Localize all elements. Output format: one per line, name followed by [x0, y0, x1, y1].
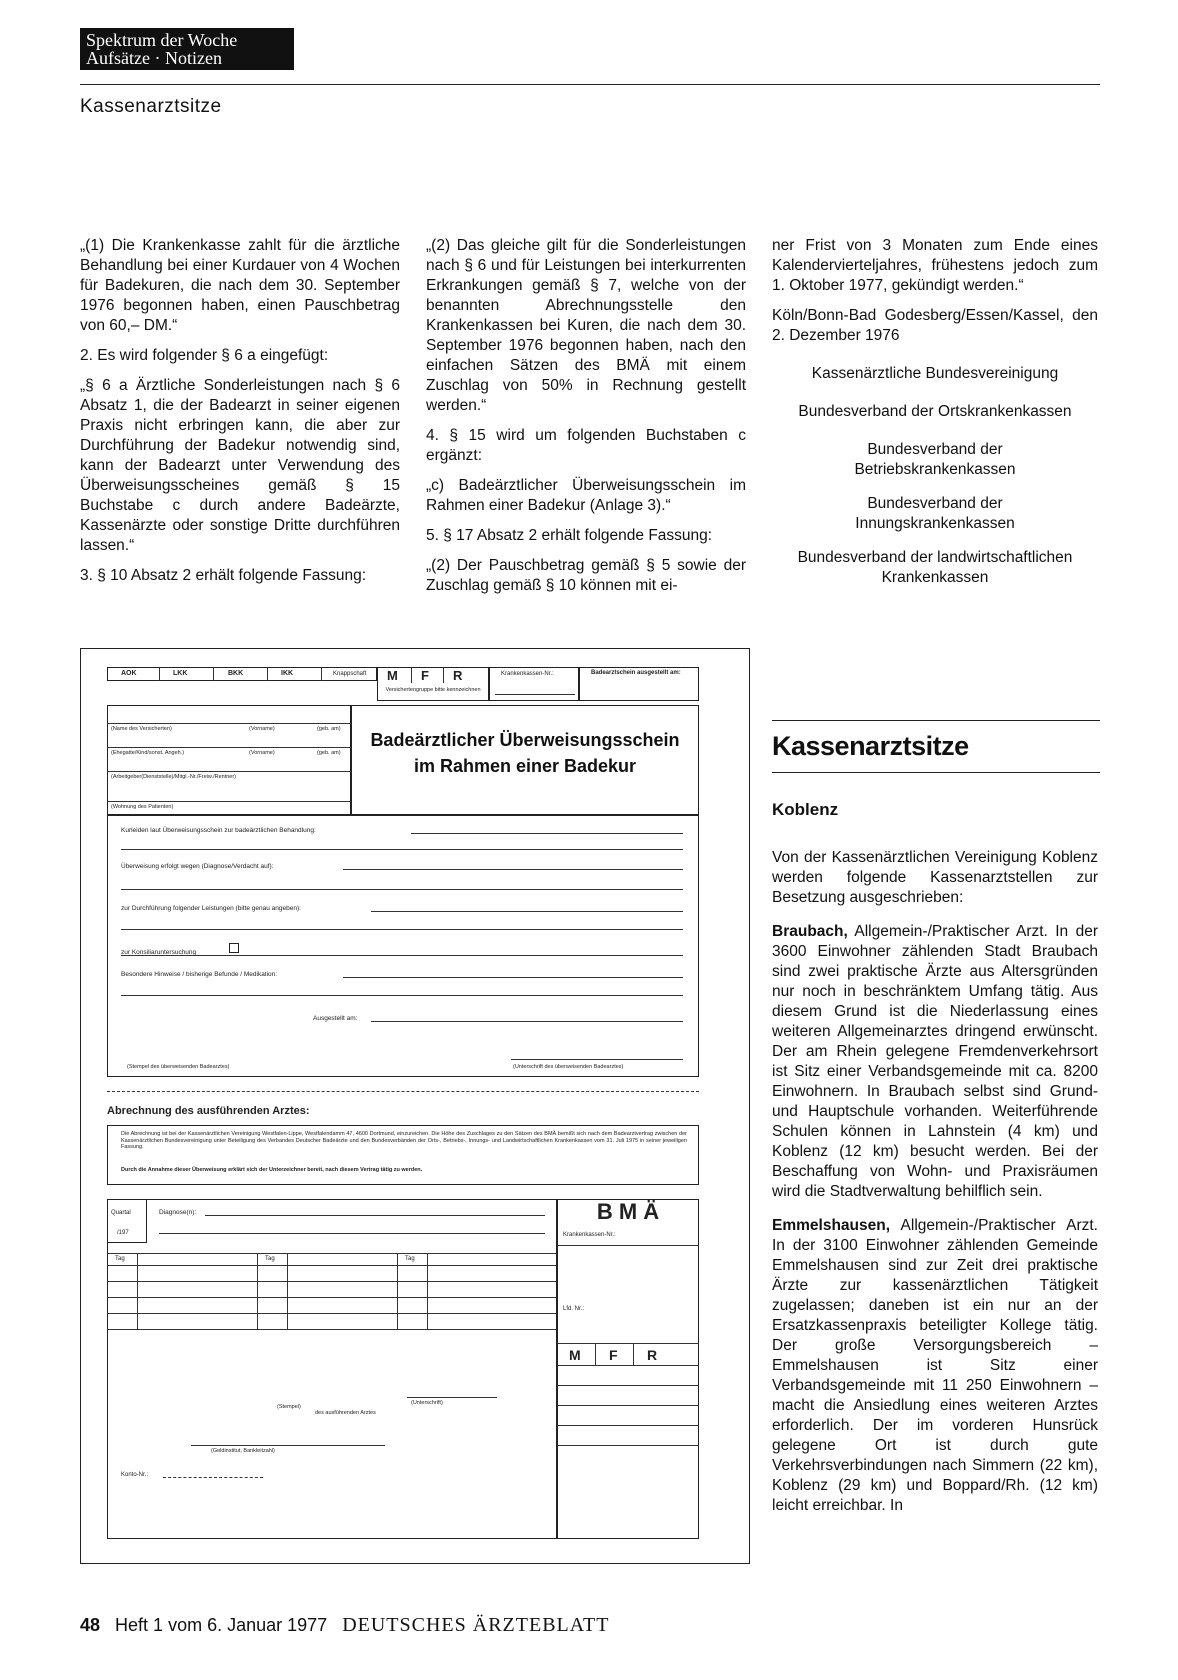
paragraph: „(1) Die Krankenkasse zahlt für die ärztliche Behandlung bei einer Kurdauer von 4 Wochen für Badekuren, die nach dem 30. September 1976 begonnen haben, einen Pauschbetrag von 60,– DM.“ — [80, 237, 400, 334]
bma-label: B M Ä — [596, 1199, 660, 1224]
mfr-f: F — [421, 668, 429, 683]
versichertengruppe-note: Versichertengruppe bitte kennzeichnen — [385, 687, 481, 693]
braubach-lead: Braubach, — [772, 923, 848, 940]
geb-label: (geb. am) — [317, 726, 341, 732]
cut-line — [107, 1091, 699, 1092]
mfr-r-2: R — [647, 1347, 658, 1363]
paragraph: 4. § 15 wird um folgenden Buchstaben c ergänzt: — [426, 427, 746, 464]
unterschrift2-label: (Unterschrift) — [411, 1400, 443, 1406]
jahr-label: /197 — [117, 1230, 129, 1236]
kasse-bkk: BKK — [228, 670, 244, 677]
vorname-label: (Vorname) — [249, 726, 275, 732]
section-title: Kassenarztsitze — [80, 96, 222, 117]
ueberweisung-label: Überweisung erfolgt wegen (Diagnose/Verdacht auf): — [121, 863, 274, 870]
page-footer — [80, 1614, 609, 1637]
rubric-line-2: Aufsätze · Notizen — [86, 48, 222, 68]
name-label: (Name des Versicherten) — [111, 726, 172, 732]
magazine-name: DEUTSCHES ÄRZTEBLATT — [342, 1614, 610, 1636]
paragraph: „(2) Das gleiche gilt für die Sonderleistungen nach § 6 und für Leistungen bei interkurrenten Erkrankungen gemäß § 7, welche von der benannten Abrechnungsstelle den Krankenkassen bei Kuren, die nach dem 30. September 1976 begonnen haben, nach den einfachen Sätzen des BMÄ mit einem Zuschlag von 50% in Rechnung gestellt werden.“ — [426, 237, 746, 414]
emmelshausen-paragraph — [772, 1216, 1098, 1516]
paragraph: „(2) Der Pauschbetrag gemäß § 5 sowie der Zuschlag gemäß § 10 können mit ei- — [426, 557, 746, 594]
text-column-2 — [426, 236, 746, 606]
hinweise-label: Besondere Hinweise / bisherige Befunde / Medikation: — [121, 971, 278, 978]
tag-label: Tag — [115, 1256, 125, 1262]
diagnose-label: Diagnose(n): — [159, 1209, 197, 1216]
wohnung-label: (Wohnung des Patienten) — [111, 804, 174, 810]
kasse-ikk: IKK — [281, 670, 294, 677]
abrechnung-title: Abrechnung des ausführenden Arztes: — [107, 1105, 310, 1117]
paragraph: ner Frist von 3 Monaten zum Ende eines Kalendervierteljahres, frühestens jedoch zum 1. Oktober 1977, gekündigt werden.“ — [772, 237, 1098, 294]
signer: Kassenärztliche Bundesvereinigung — [811, 365, 1059, 382]
braubach-paragraph — [772, 922, 1098, 1202]
paragraph: 3. § 10 Absatz 2 erhält folgende Fassung: — [80, 567, 367, 584]
form-title-2: im Rahmen einer Badekur — [413, 756, 637, 776]
signer: Bundesverband der Innungskrankenkassen — [855, 495, 1015, 532]
signer: Bundesverband der landwirtschaftlichen Krankenkassen — [797, 549, 1073, 586]
mfr-r: R — [453, 668, 463, 683]
billing-block — [107, 1199, 557, 1539]
article-body — [772, 848, 1098, 1526]
arbeitgeber-label: (Arbeitgeber(Dienststelle)/Mitgl.-Nr./Freiw./Rentner) — [111, 774, 237, 780]
kasse-knappschaft: Knappschaft — [333, 671, 367, 677]
mfr-f-2: F — [609, 1347, 618, 1363]
geldinstitut-label: (Geldinstitut, Bankleitzahl) — [211, 1448, 275, 1454]
paragraph: „c) Badeärztlicher Überweisungsschein im Rahmen einer Badekur (Anlage 3).“ — [426, 477, 746, 514]
konsiliar-label: zur Konsiliaruntersuchung — [121, 949, 197, 956]
header-divider — [80, 84, 1100, 85]
patient-block — [107, 705, 351, 815]
mfr-m-2: M — [569, 1347, 581, 1363]
braubach-text: Allgemein-/Praktischer Arzt. In der 3600 Einwohner zählenden Stadt Braubach sind zwei praktische Ärzte aus Altersgründen nur noch in beschränktem Umfang tätig. Aus diesem Grund ist die Niederlassung eines weiteren Allgemeinarztes dringend erwünscht. Der am Rhein gelegene Fremdenverkehrsort ist Sitz einer Verbandsgemeinde mit ca. 8200 Einwohnern. In Braubach selbst sind Grund- und Hauptschule vorhanden. Weiterführende Schulen können in Lahnstein (4 km) und Koblenz (12 km) besucht werden. Bei der Beschaffung von Wohn- und Praxisräumen wird die Stadtverwaltung behilflich sein. — [772, 923, 1098, 1200]
rubric-line-1: Spektrum der Woche — [86, 30, 238, 50]
bma-block — [557, 1199, 699, 1539]
tag-label: Tag — [265, 1256, 275, 1262]
stempel2-label: (Stempel) — [277, 1404, 301, 1410]
abrechnung-bold: Durch die Annahme dieser Überweisung erklärt sich der Unterzeichner bereit, nach diesem Vertrag tätig zu werden. — [121, 1167, 423, 1173]
issue-line: Heft 1 vom 6. Januar 1977 — [115, 1615, 328, 1635]
mfr-m: M — [387, 668, 398, 683]
referral-details — [107, 815, 699, 1077]
badearztschein-label: Badearztschein ausgestellt am: — [591, 670, 681, 676]
unterschrift-label: (Unterschrift des überweisenden Badearztes) — [513, 1064, 624, 1070]
ehegatte-label: (Ehegatte/Kind/sonst. Angeh.) — [111, 750, 185, 756]
kassennr-label: Krankenkassen-Nr.: — [501, 671, 554, 677]
signer: Bundesverband der Ortskrankenkassen — [798, 403, 1072, 420]
kassennr2-label: Krankenkassen-Nr.: — [563, 1232, 616, 1238]
paragraph: „§ 6 a Ärztliche Sonderleistungen nach § 6 Absatz 1, die der Badearzt in seiner eigenen Praxis nicht erbringen kann, die aber zur Durchführung der Badekur notwendig sind, kann der Badearzt unter Verwendung des Überweisungsscheines gemäß § 15 Buchstabe c durch andere Badeärzte, Kassenärzte oder sonstige Dritte durchführen lassen.“ — [80, 377, 400, 554]
article-subhead: Koblenz — [772, 800, 839, 819]
kasse-aok: AOK — [121, 670, 137, 677]
vorname-label: (Vorname) — [249, 750, 275, 756]
paragraph: 5. § 17 Absatz 2 erhält folgende Fassung: — [426, 527, 713, 544]
ausgestellt-label: Ausgestellt am: — [313, 1015, 358, 1022]
tag-label: Tag — [405, 1256, 415, 1262]
referral-form — [80, 648, 750, 1564]
emmelshausen-text: Allgemein-/Praktischer Arzt. In der 3100 Einwohner zählenden Gemeinde Emmelshausen sind zur Zeit drei praktische Ärzte zur kassenärztlichen Tätigkeit zugelassen; daneben ist ein nur an der Ersatzkassenpraxis beteiligter Kollege tätig. Der große Versorgungsbereich – Emmelshausen ist Sitz einer Verbandsgemeinde mit 11 250 Einwohnern – macht die Ansiedlung eines weiteren Arztes erforderlich. Der im vorderen Hunsrück gelegene Ort ist durch gute Verkehrsverbindungen nach Simmern (22 km), Koblenz (29 km) und Boppard/Rh. (12 km) leicht erreichbar. In — [772, 1217, 1098, 1514]
paragraph: 2. Es wird folgender § 6 a eingefügt: — [80, 347, 329, 364]
stempel-label: (Stempel des überweisenden Badearztes) — [127, 1064, 230, 1070]
konsiliar-checkbox[interactable] — [229, 943, 239, 953]
form-title-1: Badeärztlicher Überweisungsschein — [370, 730, 680, 750]
signer: Bundesverband der Betriebskrankenkassen — [854, 441, 1016, 478]
place-date: Köln/Bonn-Bad Godesberg/Essen/Kassel, den 2. Dezember 1976 — [772, 307, 1098, 344]
quartal-label: Quartal — [111, 1210, 131, 1216]
text-column-3 — [772, 236, 1098, 598]
emmelshausen-lead: Emmelshausen, — [772, 1217, 891, 1234]
intro-paragraph: Von der Kassenärztlichen Vereinigung Koblenz werden folgende Kassenarztstellen zur Besetzung ausgeschrieben: — [772, 849, 1098, 906]
section-rubric — [80, 28, 294, 70]
kasse-lkk: LKK — [173, 670, 188, 677]
lfdnr-label: Lfd. Nr.: — [563, 1306, 585, 1312]
article-title: Kassenarztsitze — [772, 720, 1100, 773]
page-number: 48 — [80, 1615, 101, 1635]
kurleiden-label: Kurleiden laut Überweisungsschein zur badeärztlichen Behandlung: — [121, 827, 316, 834]
abrechnung-text: Die Abrechnung ist bei der Kassenärztlichen Vereinigung Westfalen-Lippe, Westfalendamm 47, 4600 Dortmund, einzureichen. Die Höhe des Zuschlages zu den Sätzen des BMÄ bemißt sich nach dem Badearztvertrag zwischen der Kassenärztlichen Bundesvereinigung unter Beteiligung des Verbandes Deutscher Badeärzte und den Bundesverbänden der Orts-, Betriebs-, Innungs- und Landwirtschaftlichen Krankenkassen vom 31. Juli 1975 in seiner jeweiligen Fassung. — [121, 1131, 687, 1150]
konto-label: Konto-Nr.: — [121, 1472, 149, 1478]
durchfuehrung-label: zur Durchführung folgender Leistungen (bitte genau angeben): — [121, 905, 301, 912]
text-column-1 — [80, 236, 400, 596]
geb-label: (geb. am) — [317, 750, 341, 756]
des-ausf-label: des ausführenden Arztes — [315, 1410, 376, 1416]
